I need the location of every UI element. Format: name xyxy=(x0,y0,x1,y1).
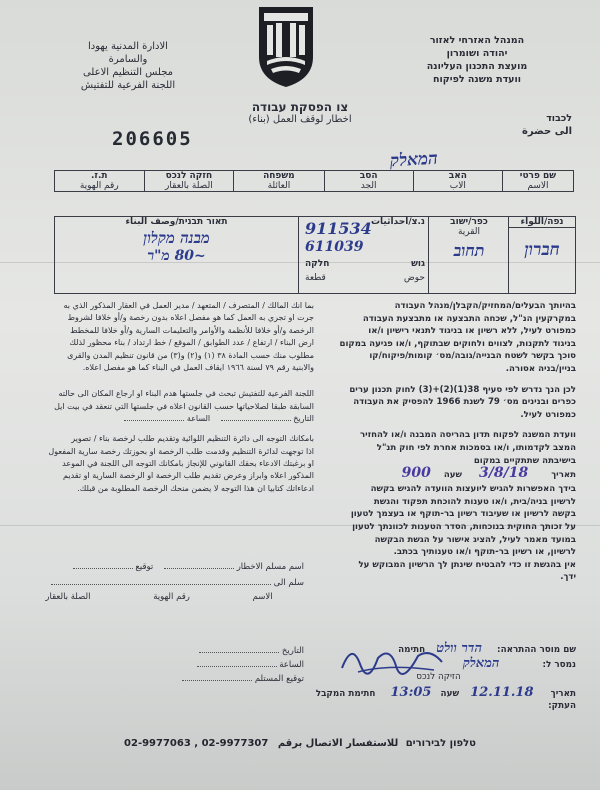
header-cell: הסב xyxy=(359,171,378,181)
header-cell-ar: العائلة xyxy=(267,181,291,191)
header-cell-ar: رقم الهوية xyxy=(79,181,119,191)
body-line: סוכך בקשר לשטח הבנייה/גובה/מס׳ קומות/פיקוח/קו xyxy=(369,351,576,362)
parcel-label: חלקה xyxy=(305,259,330,269)
hebrew-authority-header xyxy=(382,34,572,86)
header-cell: שם פרטי xyxy=(519,171,557,181)
recipient-name-handwritten: המאלק xyxy=(389,148,439,172)
ica-shield-emblem-icon xyxy=(255,5,317,89)
hearing-row xyxy=(306,467,576,483)
relation-label: الصلة بالعقار xyxy=(45,592,91,602)
arabic-authority-header xyxy=(38,40,218,92)
district-cell xyxy=(508,217,575,293)
location-table xyxy=(54,216,576,294)
received-by-label: سلم الى xyxy=(273,578,304,588)
hearing-date-value: 3/8/18 xyxy=(479,465,529,482)
building-value-2: ~80 מ"ר xyxy=(147,248,206,264)
authority-line: مجلس التنظيم الاعلى xyxy=(82,67,174,78)
body-line: לרשיון בניה/בית, ו/או טענות להוכחת תפקוד והגשת xyxy=(373,496,576,507)
arabic-delivery-block xyxy=(14,562,304,688)
header-cell-ar: الصلة بالعقار xyxy=(165,181,213,191)
serial-number: 206605 xyxy=(112,128,193,150)
footer-phones: 02-9977063 , 02-9977307 xyxy=(124,738,269,749)
body-line: ידך. xyxy=(560,572,576,583)
hearing-time-label: שעה xyxy=(443,470,462,481)
deliverer-label: اسم مسلم الاخطار xyxy=(236,562,304,572)
copy-label: העתק: xyxy=(548,701,576,711)
arabic-body xyxy=(14,300,314,495)
hearing-time-label-ar: الساعة xyxy=(186,414,211,424)
delivery-time-label: שעה xyxy=(440,689,460,699)
date-label-ar: التاريخ xyxy=(281,646,304,656)
body-line: بما انك المالك / المتصرف / المتعهد / مدير العمل في العقار المذكور الذي به xyxy=(63,301,314,310)
body-line: כמפורט לעיל, ללא רשיון או בניגוד לתנאי רישיון ו/או xyxy=(368,326,576,337)
deliverer-sig-label: توقيع xyxy=(135,562,154,572)
body-line: אין בהגשת זו כדי להבטיח שינתן לך הרשיון המבוקש על xyxy=(358,559,576,570)
body-line: او برغبتك الادعاء بحقك القانوني للإنجاز بامكانك التوجه الى اللجنة في الموعد xyxy=(62,459,314,469)
authority-line: والسامرة xyxy=(108,54,148,65)
name-label: الاسم xyxy=(252,592,273,602)
body-line: والابنية رقم ٧٩ لسنة ١٩٦٦ ايقاف العمل في البناء كما هو مفصل اعلاه. xyxy=(82,363,314,373)
delivery-time-value: 13:05 xyxy=(390,685,432,700)
authority-line: اللجنة الفرعية للتفتيش xyxy=(80,80,176,91)
time-label-ar: الساعة xyxy=(279,660,304,670)
handed-by-label: שם מוסר ההתראה: xyxy=(497,645,576,655)
footer-text-he: טלפון לבירורים xyxy=(405,738,476,749)
body-line: المذكور اعلاه وابراز وعرض تقديم طلب الرخصة او الرخصة السارية او تقديم xyxy=(63,471,314,481)
handed-to-value: המאלק xyxy=(462,656,500,671)
personal-details-header xyxy=(54,170,574,192)
hawd-qitaa-labels xyxy=(305,273,425,283)
officer-name: הדר וולט xyxy=(436,641,482,656)
recipient-block xyxy=(522,112,572,138)
header-cell: ת.ז. xyxy=(90,171,108,181)
body-line: בניין/בניה אסורה. xyxy=(505,363,576,374)
body-line: בידך האפשרות להגיש ליועצות הוועדה להגיש בקשה xyxy=(370,484,576,495)
body-line: לרשיון, או רשיון בר-תוקף ו/או טענותיך בכתב. xyxy=(393,547,576,558)
qitaa-label: قطعة xyxy=(305,273,326,283)
hawd-label: حوض xyxy=(403,273,425,283)
coord-value-1: 911534 xyxy=(305,219,372,238)
village-label: כפר/ישוב xyxy=(450,217,488,227)
header-cell-ar: الاب xyxy=(449,181,466,191)
body-line: במועד מאמר לעיל, להציג אישור על הגשת הבקשה xyxy=(374,534,576,545)
hearing-row-ar xyxy=(14,413,314,425)
body-line: الرخصة و/أو خلافا للأنظمة والأوامر والتعليمات السارية و/أو خلافا للمخطط xyxy=(70,325,314,335)
officer-signature xyxy=(338,638,448,678)
header-cell: משפחה xyxy=(263,171,295,181)
hearing-date-label: תאריך xyxy=(551,470,576,481)
delivery-date-label: תאריך xyxy=(550,689,576,699)
authority-line: الادارة المدنية يهودا xyxy=(88,41,168,52)
authority-line: יהודה ושומרון xyxy=(446,48,508,59)
handed-to-label: נמסר ל: xyxy=(542,660,576,670)
title-arabic: اخطار لوقف العمل (بناء) xyxy=(248,114,352,125)
footer-contact xyxy=(60,738,540,749)
body-line: כמפורט לעיל. xyxy=(520,409,576,420)
receiver-signature-label: חתימת המקבל xyxy=(315,689,376,699)
building-description-cell xyxy=(55,217,298,293)
document-title xyxy=(200,100,400,125)
coord-value-2: 611039 xyxy=(305,239,364,255)
authority-line: מועצת התכנון העליונה xyxy=(426,61,528,72)
handed-by-signature-label: חתימה xyxy=(398,645,426,655)
body-line: המצב לקדמותו, ו/או בסמכות אחרת לפי חוק תנ"ל xyxy=(376,442,576,453)
body-line: جرت او تجري به العمل كما هو مفصل اعلاه بدون رخصة و/أو خلافا لشروط xyxy=(67,313,314,323)
hearing-time-value: 900 xyxy=(401,465,431,482)
hebrew-body xyxy=(306,300,576,584)
body-line: במקרקעין הנ"ל, שכחה התבצעה או מתבצעת העבודה xyxy=(362,313,576,324)
body-line: اللجنة الفرعية للتفتيش تبحث في جلستها هدم البناء او ارجاع المكان الى حالته xyxy=(58,389,314,399)
body-line: بامكانك التوجه الى دائرة التنظيم اللوائية وتقديم طلب لرخصة بناء / تصوير xyxy=(71,434,314,444)
body-line: לכן הנך נדרש לפי סעיף 38(1)(2)+(3) לחוק תכנון ערים xyxy=(349,384,576,395)
to-label-he: לכבוד xyxy=(546,113,572,124)
body-line: اذا توجهت لدائرة التنظيم وقدمت طلب الرخصة او بحوزتك رخصة سارية المفعول xyxy=(48,446,314,456)
coordinates-cell xyxy=(298,217,429,293)
receiver-sig-label-ar: توقيع المستلم xyxy=(254,674,304,684)
header-cell: האב xyxy=(448,171,467,181)
building-value-1: מבנה מקלון xyxy=(143,229,210,247)
title-hebrew: צו הפסקת עבודה xyxy=(251,100,349,114)
body-line: مطلوب منك حسب المادة ٣٨ (١) و(٢) و(٣) من قانون تنظيم المدن والقرى xyxy=(67,350,314,360)
village-label-ar: القرية xyxy=(457,227,481,237)
block-label: גוש xyxy=(411,259,425,269)
village-cell xyxy=(428,217,509,293)
hearing-date-label-ar: التاريخ xyxy=(293,414,314,424)
body-line: ارض البناء / ارتفاع / عدد الطوابق / الموقع / خط ارتداد / بناء محظور لذلك xyxy=(69,338,314,348)
block-parcel-labels xyxy=(305,259,425,269)
body-line: כפרים ובנינים מס׳ 79 לשנת 1966 להפסיק את העבודה xyxy=(353,397,576,408)
body-line: ادعاءاتك كتابيا ان هذا التوجه لا يضمن منحك الرخصة المطلوبة من قبلك. xyxy=(77,483,314,493)
relation-label-he: הזיקה לנכס xyxy=(416,672,461,682)
body-line: בהיותך הבעלים/המחזיק/הקבלן/מנהל העבודה xyxy=(394,301,576,311)
id-label: رقم الهوية xyxy=(153,592,190,602)
district-label: נפה/اللواء xyxy=(509,217,575,228)
village-value: תחוב xyxy=(453,241,485,260)
header-cell-ar: الجد xyxy=(360,181,377,191)
district-value: חברון xyxy=(524,240,560,260)
body-line: בניגוד לתקנות, לצווים ולחוקים שבתוקף, ו/או פגיעה במקום xyxy=(339,338,576,349)
body-line: בישיבתה שתתקיים במקום xyxy=(473,455,576,466)
body-line: על זכותך החוקית בנוכחות, הסדר הטענות לכוונתך לטעון xyxy=(352,521,576,532)
building-label: תאור תבנית/وصف البناء xyxy=(125,217,228,227)
body-line: וועדת המשנה לפקוח תדון בהריסה המבנה ו/או להחזיר xyxy=(360,430,576,441)
header-cell: חזקה לנכס xyxy=(165,171,213,181)
footer-text-ar: للاستفسار الاتصال برقم xyxy=(277,738,399,749)
header-cell-ar: الاسم xyxy=(527,181,549,191)
to-label-ar: الى حضرة xyxy=(522,126,572,137)
coords-label: נ.צ/احداثيات xyxy=(371,217,425,227)
delivery-date-value: 12.11.18 xyxy=(470,685,534,700)
authority-line: המנהל האזרחי לאזור xyxy=(429,35,525,46)
authority-line: וועדת משנה לפיקוח xyxy=(432,74,522,85)
personal-table xyxy=(54,170,574,192)
body-line: בקשה לרשיון או שעיבוד רשיון בר-תוקף או בעצמך לטעון xyxy=(350,509,576,520)
body-line: السابقة طبقا لصلاحياتها حسب القانون اعلاه في جلستها التي تنعقد في بيت ايل xyxy=(54,401,314,411)
